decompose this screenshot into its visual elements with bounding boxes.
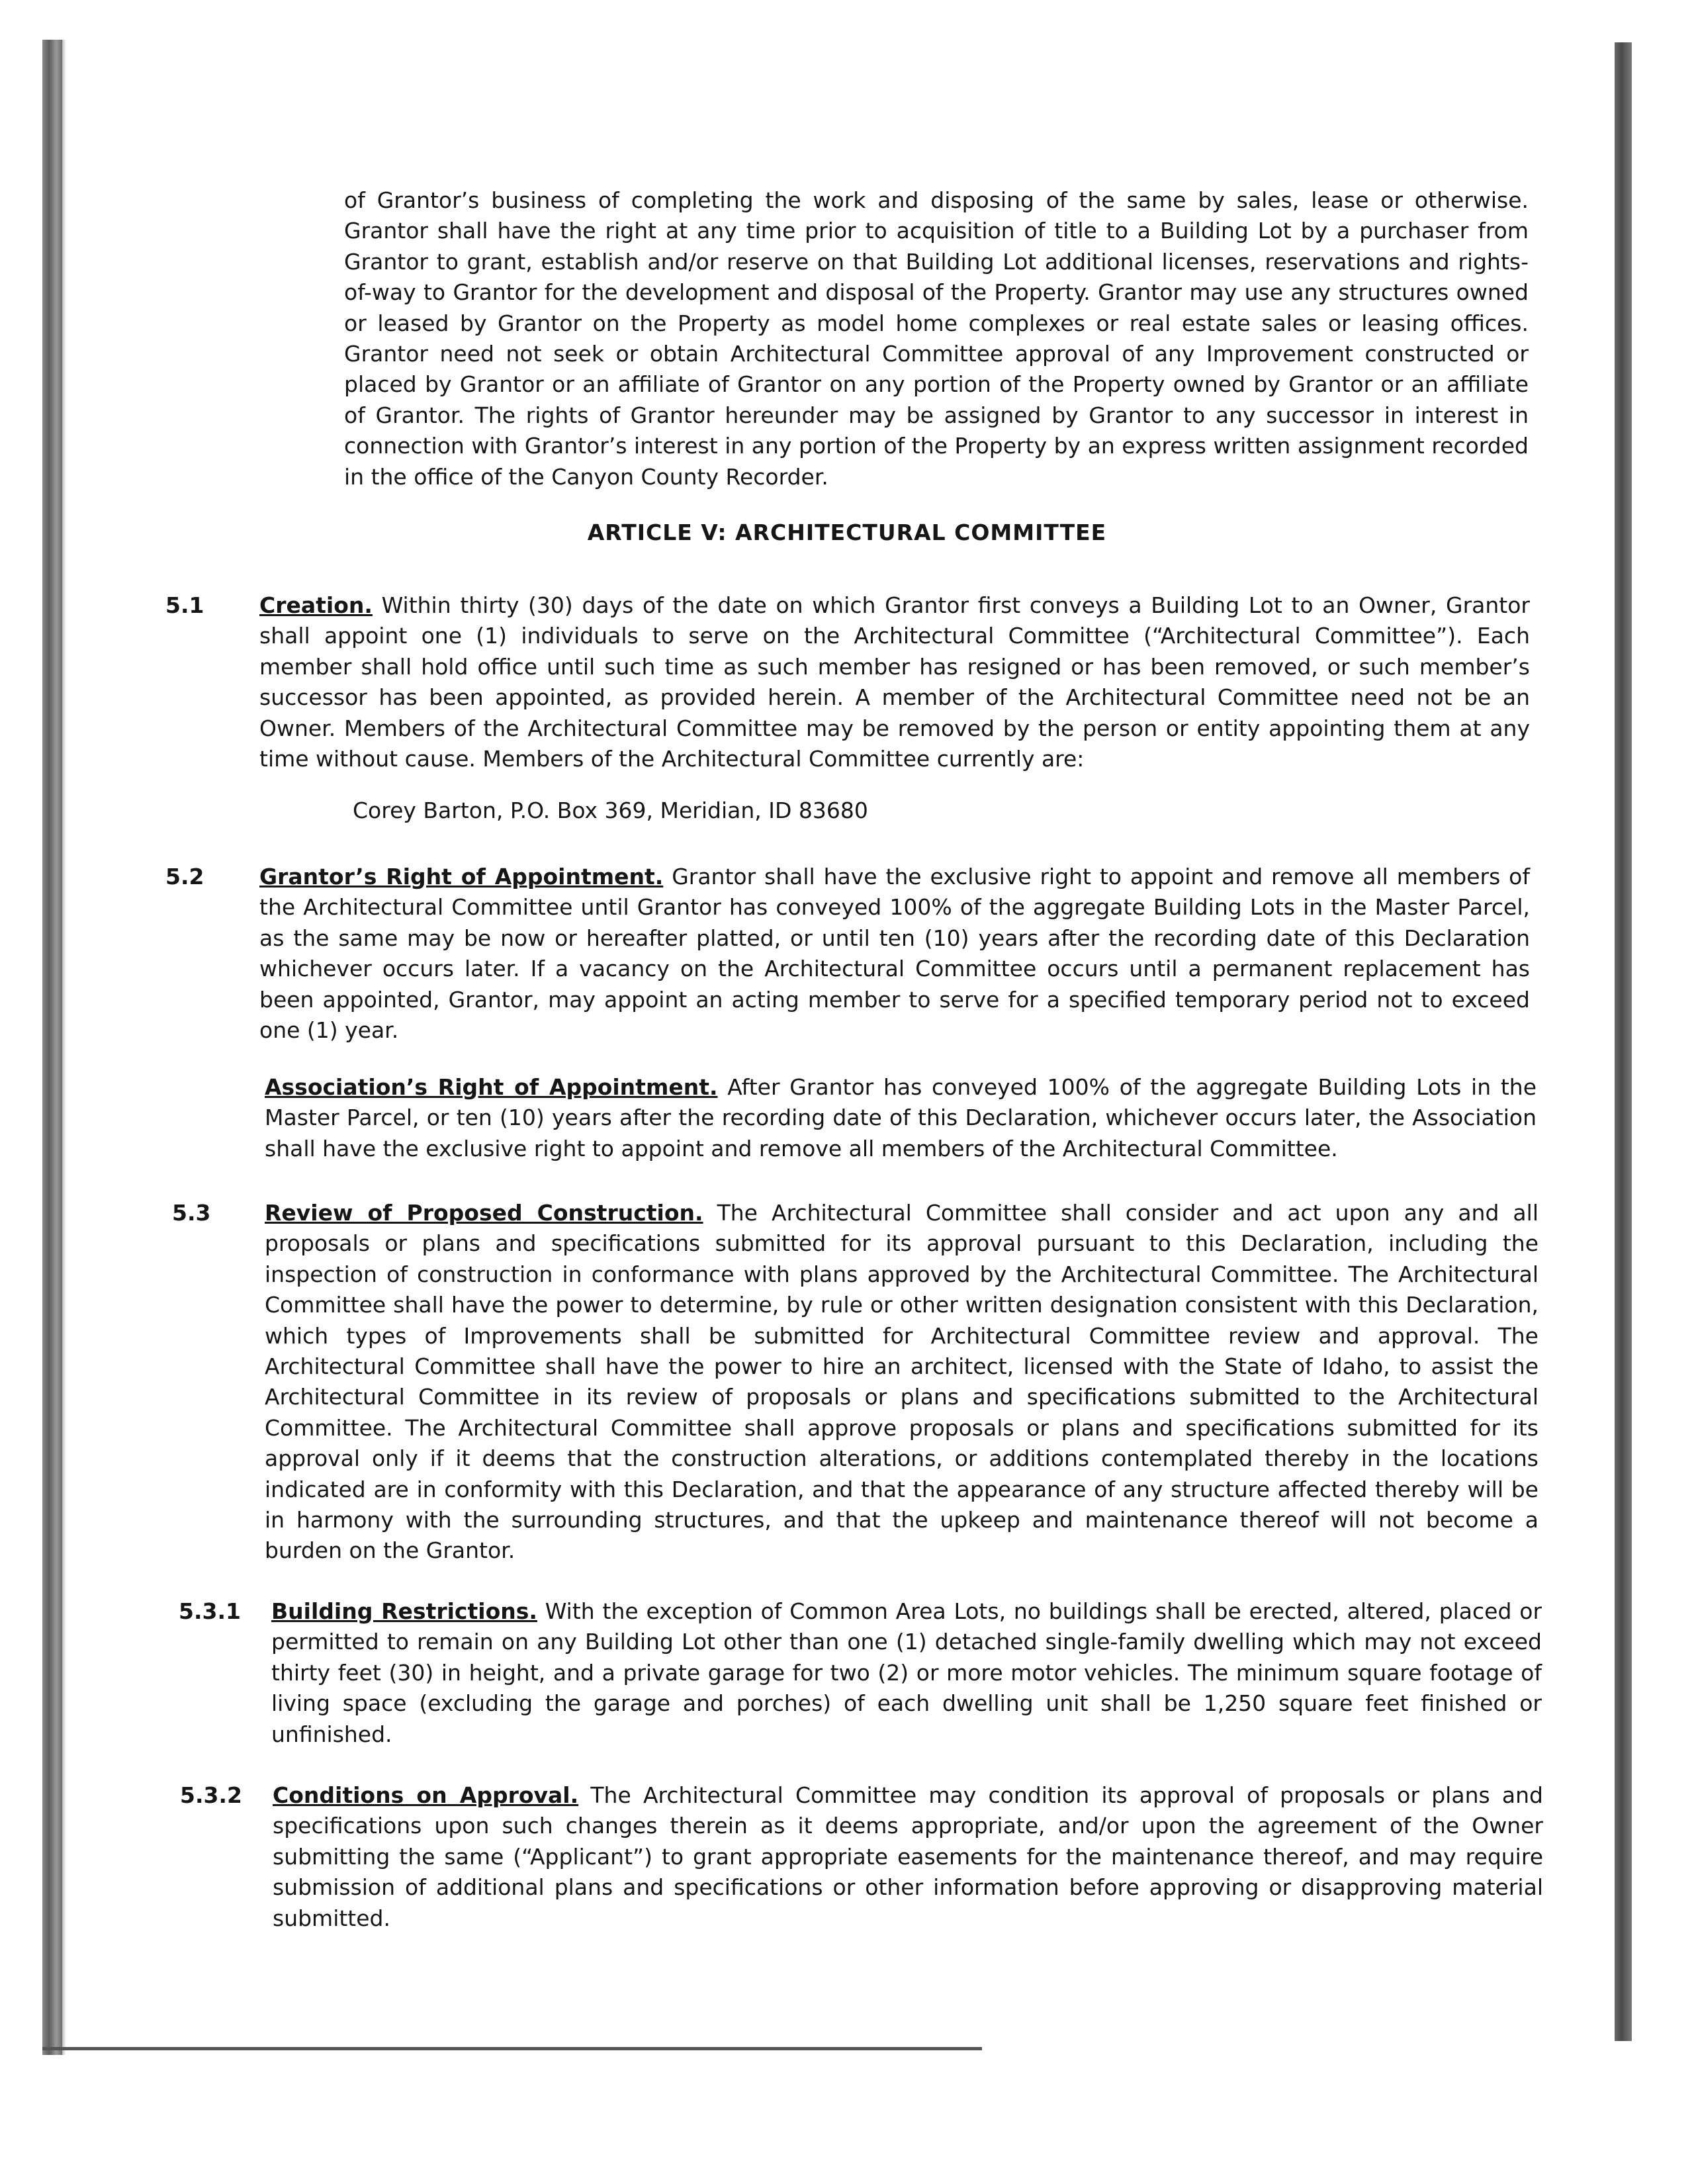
article-title: ARTICLE V: ARCHITECTURAL COMMITTEE bbox=[587, 520, 1107, 545]
section-text: The Architectural Committee may condition its approval of proposals or plans and specifications upon such changes therein as it deems appropriate, and/or upon the agreement of the Owner submitting the same (“Applicant”) to grant appropriate easements for the maintenance thereof, and may require submission of additional plans and specifications or other information before approving or disapproving material submitted. bbox=[273, 1782, 1543, 1931]
section-number-5-3: 5.3 bbox=[172, 1200, 211, 1226]
section-number-5-1: 5.1 bbox=[165, 592, 204, 618]
section-heading: Building Restrictions. bbox=[271, 1598, 537, 1624]
section-text: The Architectural Committee shall consider and act upon any and all proposals or plans and specifications submitted for its approval pursuant to this Declaration, including the inspection of construction in conformance with plans approved by the Architectural Committee. The Architectural Committee shall have the power to determine, by rule or other written designation consistent with this Declaration, which types of Improvements shall be submitted for Architectural Committee review and approval. The Architectural Committee shall have the power to hire an architect, licensed with the State of Idaho, to assist the Architectural Committee in its review of proposals or plans and specifications submitted to the Architectural Committee. The Architectural Committee shall approve proposals or plans and specifications submitted for its approval only if it deems that the construction alterations, or additions contemplated thereby in the locations indicated are in conformity with this Declaration, and that the appearance of any structure affected thereby will be in harmony with the surrounding structures, and that the upkeep and maintenance thereof will not become a burden on the Grantor. bbox=[265, 1200, 1538, 1564]
section-number-5-3-2: 5.3.2 bbox=[180, 1782, 242, 1808]
association-appointment bbox=[265, 1072, 1537, 1164]
section-5-3 bbox=[265, 1198, 1538, 1567]
section-5-1 bbox=[259, 590, 1530, 774]
intro-paragraph: of Grantor’s business of completing the work and disposing of the same by sales, lease or otherwise. Grantor shall have the right at any time prior to acquisition of title to a Building Lot by a purchaser from Grantor to grant, establish and/or reserve on that Building Lot additional licenses, reservations and rights-of-way to Grantor for the development and disposal of the Property. Grantor may use any structures owned or leased by Grantor on the Property as model home complexes or real estate sales or leasing offices. Grantor need not seek or obtain Architectural Committee approval of any Improvement constructed or placed by Grantor or an affiliate of Grantor on any portion of the Property owned by Grantor or an affiliate of Grantor. The rights of Grantor hereunder may be assigned by Grantor to any successor in interest in connection with Grantor’s interest in any portion of the Property by an express written assignment recorded in the office of the Canyon County Recorder. bbox=[344, 187, 1529, 490]
section-text: After Grantor has conveyed 100% of the aggregate Building Lots in the Master Parcel, or ten (10) years after the recording date of this Declaration, whichever occurs later, the Association shall have the exclusive right to appoint and remove all members of the Architectural Committee. bbox=[265, 1074, 1537, 1161]
section-heading: Association’s Right of Appointment. bbox=[265, 1074, 718, 1100]
section-number-5-2: 5.2 bbox=[165, 864, 204, 889]
section-heading: Creation. bbox=[259, 592, 373, 618]
section-text: Grantor shall have the exclusive right to appoint and remove all members of the Architectural Committee until Grantor has conveyed 100% of the aggregate Building Lots in the Master Parcel, as the same may be now or hereafter platted, or until ten (10) years after the recording date of this Declaration whichever occurs later. If a vacancy on the Architectural Committee occurs until a permanent replacement has been appointed, Grantor, may appoint an acting member to serve for a specified temporary period not to exceed one (1) year. bbox=[259, 864, 1530, 1044]
section-text: With the exception of Common Area Lots, no buildings shall be erected, altered, placed or permitted to remain on any Building Lot other than one (1) detached single-family dwelling which may not exceed thirty feet (30) in height, and a private garage for two (2) or more motor vehicles. The minimum square footage of living space (excluding the garage and porches) of each dwelling unit shall be 1,250 square feet finished or unfinished. bbox=[271, 1598, 1542, 1747]
section-5-3-1 bbox=[271, 1596, 1542, 1750]
section-heading: Review of Proposed Construction. bbox=[265, 1200, 703, 1226]
section-text: Within thirty (30) days of the date on which Grantor first conveys a Building Lot to an Owner, Grantor shall appoint one (1) individuals to serve on the Architectural Committee (“Architectural Committee”). Each member shall hold office until such time as such member has resigned or has been removed, or such member’s successor has been appointed, as provided herein. A member of the Architectural Committee need not be an Owner. Members of the Architectural Committee may be removed by the person or entity appointing them at any time without cause. Members of the Architectural Committee currently are: bbox=[259, 592, 1530, 772]
section-heading: Conditions on Approval. bbox=[273, 1782, 579, 1808]
committee-member-address: Corey Barton, P.O. Box 369, Meridian, ID 83680 bbox=[353, 797, 868, 823]
section-heading: Grantor’s Right of Appointment. bbox=[259, 864, 664, 889]
section-5-3-2 bbox=[273, 1780, 1543, 1934]
section-number-5-3-1: 5.3.1 bbox=[179, 1598, 241, 1624]
section-5-2 bbox=[259, 862, 1530, 1046]
